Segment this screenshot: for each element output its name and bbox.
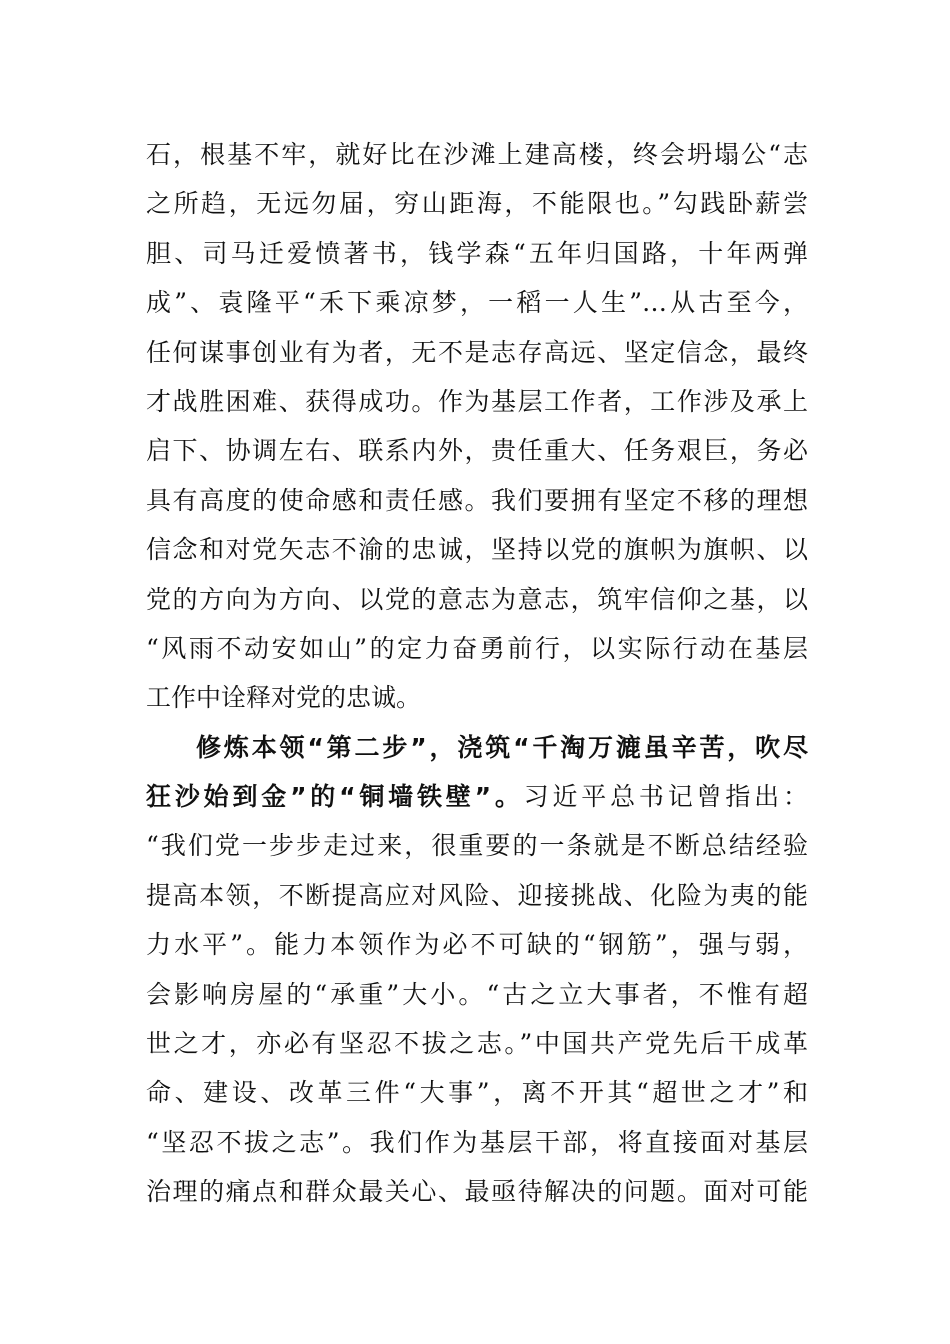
section-heading-rest: 习近平总书记曾指出： [523, 782, 808, 812]
text-line: 工作中诠释对党的忠诚。 [146, 683, 422, 713]
text-line: 才战胜困难、获得成功。作为基层工作者，工作涉及承上 [146, 386, 808, 416]
body-text [146, 130, 808, 1217]
text-line: “风雨不动安如山”的定力奋勇前行，以实际行动在基层 [146, 633, 808, 663]
section-heading-line-2 [146, 772, 808, 821]
text-line: 之所趋，无远勿届，穷山距海，不能限也。”勾践卧薪尝 [146, 189, 808, 219]
section-heading-line: 修炼本领“第二步”，浇筑“千淘万漉虽辛苦，吹尽 [196, 732, 808, 762]
text-line: 治理的痛点和群众最关心、最亟待解决的问题。面对可能 [146, 1177, 808, 1207]
text-line: “我们党一步步走过来，很重要的一条就是不断总结经验 [146, 831, 808, 861]
text-line: 启下、协调左右、联系内外，贵任重大、任务艰巨，务必 [146, 436, 808, 466]
section-heading-bold: 狂沙始到金”的“铜墙铁壁”。 [146, 782, 524, 812]
text-line: 成”、袁隆平“禾下乘凉梦，一稻一人生”…从古至今， [146, 288, 808, 318]
text-line: 胆、司马迁爱愤著书，钱学森“五年归国路，十年两弹 [146, 238, 808, 268]
text-line: 世之才，亦必有坚忍不拔之志。”中国共产党先后干成革 [146, 1029, 808, 1059]
text-line: 党的方向为方向、以党的意志为意志，筑牢信仰之基，以 [146, 584, 808, 614]
text-line: 会影响房屋的“承重”大小。“古之立大事者，不惟有超 [146, 979, 808, 1009]
text-line: 命、建设、改革三件“大事”，离不开其“超世之才”和 [146, 1078, 808, 1108]
text-line: 信念和对党矢志不渝的忠诚，坚持以党的旗帜为旗帜、以 [146, 535, 808, 565]
text-line: 提高本领，不断提高应对风险、迎接挑战、化险为夷的能 [146, 880, 808, 910]
text-line: 力水平”。能力本领作为必不可缺的“钢筋”，强与弱， [146, 930, 808, 960]
text-line: 石，根基不牢，就好比在沙滩上建高楼，终会坍塌公“志 [146, 140, 808, 169]
text-line: 具有高度的使命感和责任感。我们要拥有坚定不移的理想 [146, 485, 808, 515]
text-line: 任何谋事创业有为者，无不是志存高远、坚定信念，最终 [146, 337, 808, 367]
text-line: “坚忍不拔之志”。我们作为基层干部，将直接面对基层 [146, 1127, 808, 1157]
